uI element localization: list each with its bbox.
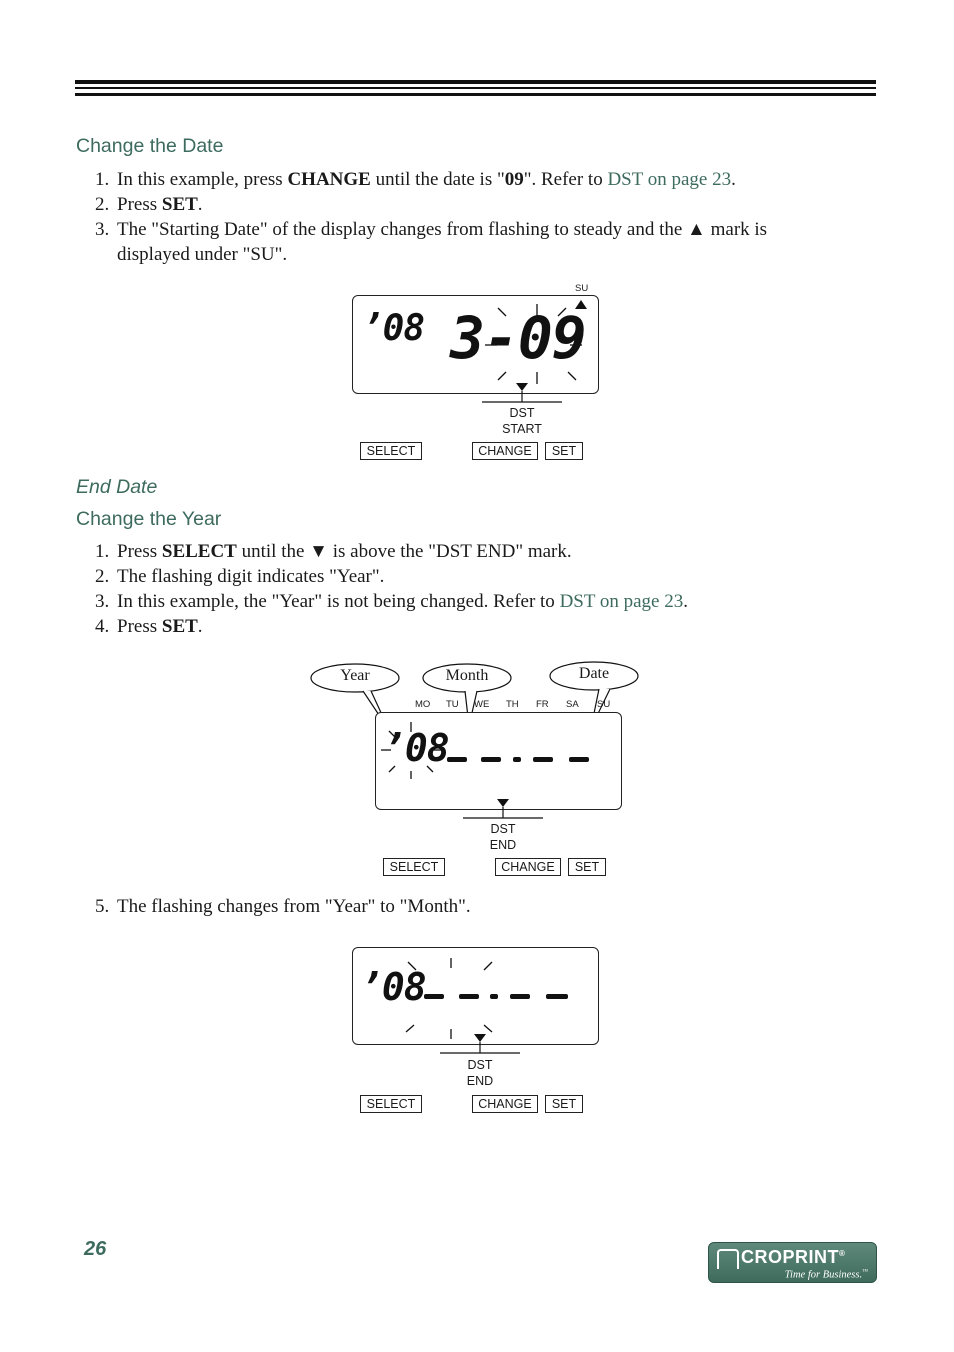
day-label-we: WE: [474, 699, 490, 710]
list-item: 4. Press SET.: [95, 616, 203, 637]
set-button[interactable]: SET: [568, 858, 606, 876]
callout-date: Date: [578, 665, 610, 682]
set-button[interactable]: SET: [545, 1095, 583, 1113]
dst-start-down-triangle-icon: [516, 383, 528, 391]
lcd-diagram-dst-start: [340, 282, 620, 464]
list-item: 3. In this example, the "Year" is not being changed. Refer to DST on page 23.: [95, 591, 688, 612]
dst-end-label-2: END: [466, 1074, 494, 1088]
callout-year: Year: [340, 667, 370, 684]
list-item: 2. Press SET.: [95, 194, 203, 215]
list-item: 5. The flashing changes from "Year" to "Month".: [95, 896, 471, 917]
set-button[interactable]: SET: [545, 442, 583, 460]
subheading-end-date: End Date: [76, 476, 158, 498]
lcd-year: ’08: [360, 965, 426, 1009]
change-button[interactable]: CHANGE: [472, 1095, 538, 1113]
dst-page-link[interactable]: DST on page 23: [559, 591, 684, 612]
list-item: 1. Press SELECT until the ▼ is above the "DST END" mark.: [95, 541, 572, 562]
select-button[interactable]: SELECT: [360, 1095, 422, 1113]
change-date-steps: [95, 167, 837, 267]
header-rule-middle: [75, 87, 876, 89]
list-item: 1. In this example, press CHANGE until the date is "09". Refer to DST on page 23.: [95, 169, 736, 190]
dst-start-label-1: DST: [509, 406, 535, 420]
lcd-date: 3-09: [450, 304, 586, 372]
day-label-su: SU: [597, 699, 611, 710]
select-button[interactable]: SELECT: [360, 442, 422, 460]
dst-end-down-triangle-icon: [474, 1034, 486, 1042]
dst-end-down-triangle-icon: [497, 799, 509, 807]
select-button[interactable]: SELECT: [383, 858, 445, 876]
day-label-fr: FR: [536, 699, 549, 710]
logo-word: CROPRINT®: [741, 1247, 846, 1267]
lcd-diagram-dst-end-month: [340, 945, 620, 1117]
day-label-th: TH: [506, 699, 519, 710]
dst-end-label-1: DST: [467, 1058, 493, 1072]
header-rule-thick: [75, 80, 876, 84]
callout-month: Month: [445, 667, 489, 684]
dst-page-link[interactable]: DST on page 23: [607, 169, 732, 190]
logo-a-mark-icon: [717, 1249, 739, 1269]
change-button[interactable]: CHANGE: [495, 858, 561, 876]
section-heading-change-date: Change the Date: [76, 135, 224, 157]
day-label-mo: MO: [415, 699, 431, 710]
day-label-sa: SA: [566, 699, 579, 710]
list-item: 2. The flashing digit indicates "Year".: [95, 566, 385, 587]
day-label-su: SU: [575, 283, 589, 294]
acroprint-logo: [708, 1242, 877, 1283]
lcd-year: ’08: [362, 308, 425, 349]
lcd-year-flashing: ’08: [383, 726, 449, 770]
dst-start-label-2: START: [502, 422, 542, 436]
change-year-step-5: [95, 894, 837, 919]
change-button[interactable]: CHANGE: [472, 442, 538, 460]
page-number: 26: [84, 1238, 107, 1260]
logo-tagline: Time for Business.™: [784, 1268, 868, 1280]
change-year-steps: [95, 539, 837, 639]
list-item: 3. The "Starting Date" of the display changes from flashing to steady and the ▲ mark is displayed under "SU".: [95, 219, 768, 265]
section-heading-change-year: Change the Year: [76, 508, 222, 530]
header-rule-thin: [75, 93, 876, 96]
day-label-tu: TU: [446, 699, 459, 710]
lcd-diagram-dst-end-year: [305, 655, 645, 880]
dst-end-label-2: END: [489, 838, 517, 852]
dst-end-label-1: DST: [490, 822, 516, 836]
